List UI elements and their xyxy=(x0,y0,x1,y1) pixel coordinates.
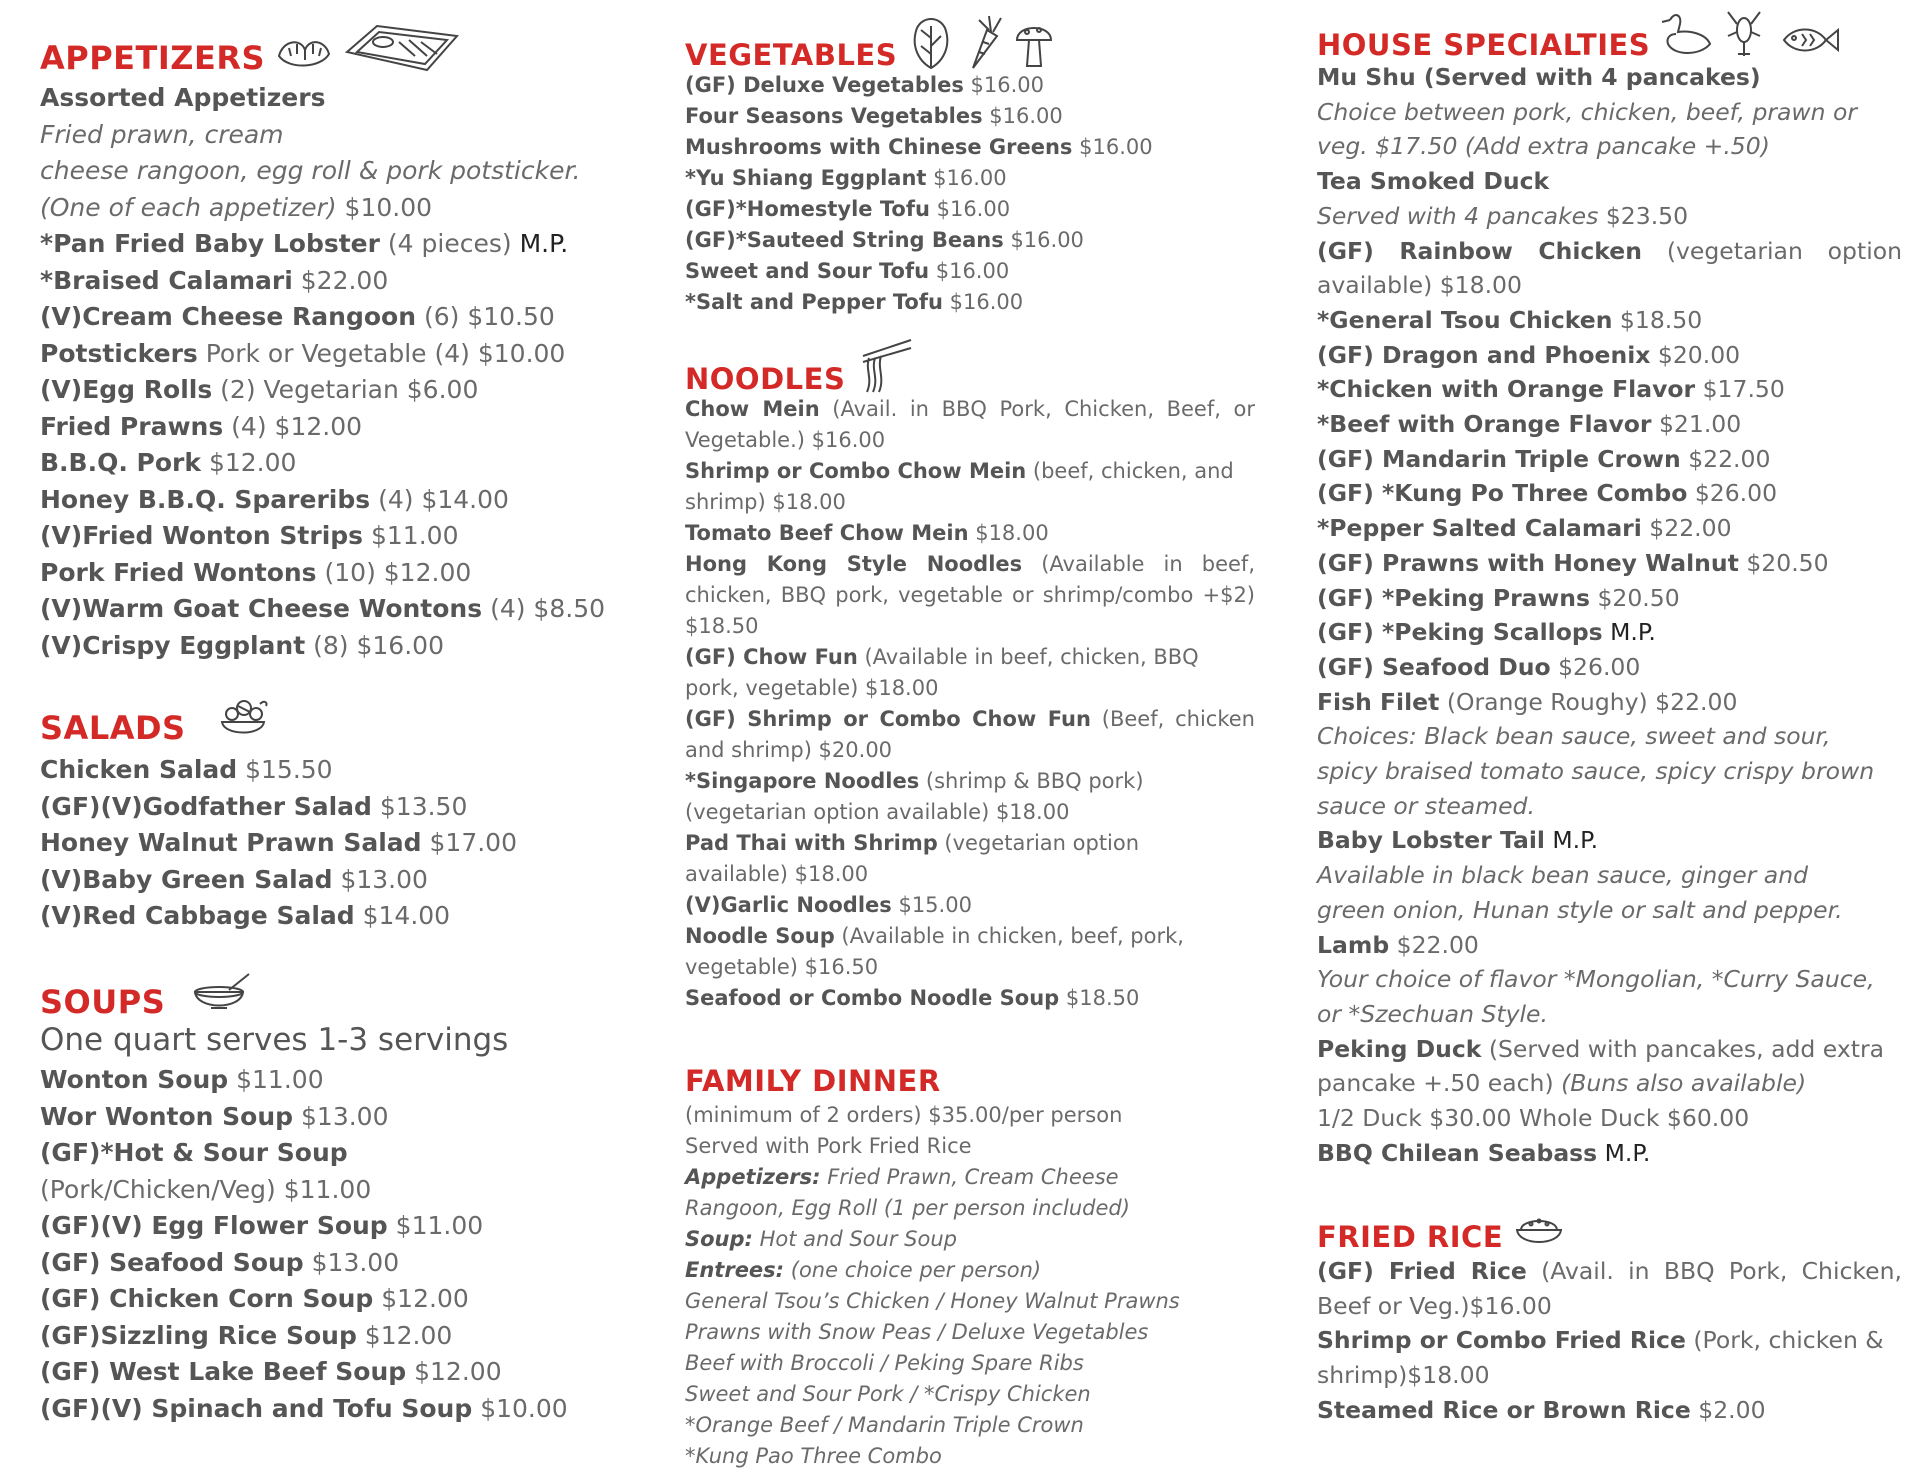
menu-item: (GF) West Lake Beef Soup $12.00 xyxy=(40,1357,502,1386)
section-family-dinner xyxy=(685,1056,1255,1472)
menu-item: (GF)(V) Spinach and Tofu Soup $10.00 xyxy=(40,1393,568,1423)
menu-item: Chow Mein (Avail. in BBQ Pork, Chicken, Beef, or Vegetable.) $16.00 xyxy=(685,397,1255,452)
menu-item: Peking Duck (Served with pancakes, add extra pancake +.50 each) (Buns also available) xyxy=(1317,1034,1885,1098)
section-vegetables xyxy=(685,18,1255,318)
menu-item-desc: Fried prawn, cream xyxy=(40,119,284,149)
menu-item-desc: Served with 4 pancakes $23.50 xyxy=(1317,201,1689,230)
section-subtitle: One quart serves 1-3 servings xyxy=(40,1022,509,1058)
menu-line: *Orange Beef / Mandarin Triple Crown xyxy=(685,1413,1084,1437)
menu-item: (V)Warm Goat Cheese Wontons (4) $8.50 xyxy=(40,594,606,623)
menu-item: Steamed Rice or Brown Rice $2.00 xyxy=(1317,1395,1766,1424)
menu-item: Pork Fried Wontons (10) $12.00 xyxy=(40,557,472,587)
menu-item-desc: (Pork/Chicken/Veg) $11.00 xyxy=(40,1174,372,1204)
menu-item: Mu Shu (Served with 4 pancakes) xyxy=(1317,63,1761,91)
menu-item: (GF) *Peking Prawns $20.50 xyxy=(1317,583,1680,612)
section-salads xyxy=(40,694,610,935)
menu-item: BBQ Chilean Seabass M.P. xyxy=(1317,1138,1651,1167)
lobster-icon xyxy=(1724,4,1764,60)
menu-item: Sweet and Sour Tofu $16.00 xyxy=(685,259,1010,283)
menu-line: General Tsou’s Chicken / Honey Walnut Prawns xyxy=(685,1289,1180,1313)
menu-item: (GF) *Kung Po Three Combo $26.00 xyxy=(1317,479,1778,508)
menu-item-desc: Choices: Black bean sauce, sweet and sour, spicy braised tomato sauce, spicy crispy brown sauce or steamed. xyxy=(1317,722,1875,820)
menu-item: Fish Filet (Orange Roughy) $22.00 xyxy=(1317,687,1738,716)
menu-item: (V)Cream Cheese Rangoon (6) $10.50 xyxy=(40,302,555,331)
menu-item: (GF)(V) Egg Flower Soup $11.00 xyxy=(40,1211,484,1240)
menu-item: Four Seasons Vegetables $16.00 xyxy=(685,104,1063,128)
menu-item: (GF) Prawns with Honey Walnut $20.50 xyxy=(1317,548,1829,577)
menu-item-desc: Choice between pork, chicken, beef, prawn or veg. $17.50 (Add extra pancake +.50) xyxy=(1317,97,1858,161)
section-soups xyxy=(40,968,610,1427)
menu-line: Prawns with Snow Peas / Deluxe Vegetables xyxy=(685,1320,1149,1344)
menu-item-desc: Available in black bean sauce, ginger and green onion, Hunan style or salt and pepper. xyxy=(1317,861,1843,924)
menu-line: Entrees: (one choice per person) xyxy=(685,1258,1042,1282)
menu-item-desc: (One of each appetizer) $10.00 xyxy=(40,192,433,222)
dumpling-icon xyxy=(275,34,333,74)
menu-item: Honey B.B.Q. Spareribs (4) $14.00 xyxy=(40,484,509,514)
menu-item: (V)Garlic Noodles $15.00 xyxy=(685,893,972,917)
section-fried-rice xyxy=(1317,1208,1902,1428)
menu-item: (GF) Shrimp or Combo Chow Fun (Beef, chicken and shrimp) $20.00 xyxy=(685,707,1255,762)
menu-item: *Pan Fried Baby Lobster (4 pieces) M.P. xyxy=(40,229,569,258)
menu-item: Lamb $22.00 xyxy=(1317,930,1479,959)
menu-item: Baby Lobster Tail M.P. xyxy=(1317,826,1599,855)
salad-bowl-icon xyxy=(216,694,270,744)
section-title: FAMILY DINNER xyxy=(685,1064,941,1098)
menu-item: (V)Fried Wonton Strips $11.00 xyxy=(40,521,459,550)
menu-item: *Beef with Orange Flavor $21.00 xyxy=(1317,410,1742,439)
fish-icon xyxy=(1780,20,1840,60)
menu-item: Noodle Soup (Available in chicken, beef, pork, vegetable) $16.50 xyxy=(685,924,1184,979)
menu-item: (GF)Sizzling Rice Soup $12.00 xyxy=(40,1320,453,1350)
menu-item: Pad Thai with Shrimp (vegetarian option available) $18.00 xyxy=(685,831,1140,886)
duck-icon xyxy=(1660,10,1714,60)
menu-item: Wor Wonton Soup $13.00 xyxy=(40,1101,389,1131)
menu-item: Chicken Salad $15.50 xyxy=(40,755,333,784)
menu-item: B.B.Q. Pork $12.00 xyxy=(40,448,297,477)
menu-line: Rangoon, Egg Roll (1 per person included) xyxy=(685,1196,1130,1220)
chopsticks-noodles-icon xyxy=(855,336,915,394)
menu-item: (GF) Seafood Duo $26.00 xyxy=(1317,652,1641,681)
menu-item: (V)Crispy Eggplant (8) $16.00 xyxy=(40,630,444,660)
menu-line: (minimum of 2 orders) $35.00/per person xyxy=(685,1103,1123,1127)
section-house-specialties xyxy=(1317,10,1902,1171)
menu-item: Potstickers Pork or Vegetable (4) $10.00 xyxy=(40,338,566,368)
menu-item: (GF)*Sauteed String Beans $16.00 xyxy=(685,228,1084,252)
menu-item-desc: cheese rangoon, egg roll & pork potsticker. xyxy=(40,156,581,185)
menu-item: *Yu Shiang Eggplant $16.00 xyxy=(685,166,1007,190)
menu-item: Hong Kong Style Noodles (Available in beef, chicken, BBQ pork, vegetable or shrimp/combo +$2) $18.50 xyxy=(685,552,1255,638)
menu-item: Shrimp or Combo Fried Rice (Pork, chicken & shrimp)$18.00 xyxy=(1317,1326,1884,1390)
menu-item: Shrimp or Combo Chow Mein (beef, chicken, and shrimp) $18.00 xyxy=(685,459,1234,514)
menu-item-desc: 1/2 Duck $30.00 Whole Duck $60.00 xyxy=(1317,1104,1750,1133)
section-title: HOUSE SPECIALTIES xyxy=(1317,28,1651,62)
menu-item: (GF) *Peking Scallops M.P. xyxy=(1317,618,1656,647)
menu-item: Tomato Beef Chow Mein $18.00 xyxy=(685,521,1049,545)
menu-item: *Pepper Salted Calamari $22.00 xyxy=(1317,514,1732,543)
menu-item: (GF) Chicken Corn Soup $12.00 xyxy=(40,1284,469,1313)
soup-bowl-icon xyxy=(189,968,253,1018)
menu-line: Appetizers: Fried Prawn, Cream Cheese xyxy=(685,1165,1119,1189)
menu-item: (GF) Rainbow Chicken (vegetarian option available) $18.00 xyxy=(1317,236,1902,300)
section-title: SOUPS xyxy=(40,983,166,1021)
menu-item: Honey Walnut Prawn Salad $17.00 xyxy=(40,828,517,857)
menu-item: (GF) Deluxe Vegetables $16.00 xyxy=(685,73,1044,97)
section-title: NOODLES xyxy=(685,362,846,396)
section-appetizers xyxy=(40,26,610,664)
menu-item: Assorted Appetizers xyxy=(40,83,326,112)
menu-item: (GF)(V)Godfather Salad $13.50 xyxy=(40,791,468,821)
menu-item: Wonton Soup $11.00 xyxy=(40,1065,324,1094)
section-title: VEGETABLES xyxy=(685,38,898,72)
menu-line: Served with Pork Fried Rice xyxy=(685,1134,972,1158)
menu-item: Mushrooms with Chinese Greens $16.00 xyxy=(685,135,1153,159)
menu-line: Soup: Hot and Sour Soup xyxy=(685,1227,957,1251)
menu-line: Beef with Broccoli / Peking Spare Ribs xyxy=(685,1351,1084,1375)
bok-choy-icon xyxy=(907,14,955,70)
menu-item: (GF) Mandarin Triple Crown $22.00 xyxy=(1317,444,1771,473)
platter-icon xyxy=(343,22,461,74)
menu-item: Tea Smoked Duck xyxy=(1317,167,1550,196)
menu-item: *Singapore Noodles (shrimp & BBQ pork) (vegetarian option available) $18.00 xyxy=(685,769,1144,824)
menu-item: Seafood or Combo Noodle Soup $18.50 xyxy=(685,986,1140,1010)
menu-item: (V)Red Cabbage Salad $14.00 xyxy=(40,901,451,930)
menu-item: (GF) Seafood Soup $13.00 xyxy=(40,1247,400,1277)
menu-line: Sweet and Sour Pork / *Crispy Chicken xyxy=(685,1382,1091,1406)
menu-item-desc: Your choice of flavor *Mongolian, *Curry Sauce, or *Szechuan Style. xyxy=(1317,965,1875,1028)
section-title: APPETIZERS xyxy=(40,39,266,77)
menu-item: *General Tsou Chicken $18.50 xyxy=(1317,305,1703,334)
menu-item: *Salt and Pepper Tofu $16.00 xyxy=(685,290,1024,314)
menu-item: (GF) Fried Rice (Avail. in BBQ Pork, Chicken, Beef or Veg.)$16.00 xyxy=(1317,1257,1902,1320)
menu-item: *Chicken with Orange Flavor $17.50 xyxy=(1317,375,1785,404)
section-title: FRIED RICE xyxy=(1317,1220,1504,1254)
menu-line: *Kung Pao Three Combo xyxy=(685,1444,942,1468)
carrot-icon xyxy=(965,12,1003,70)
menu-item: (V)Egg Rolls (2) Vegetarian $6.00 xyxy=(40,375,479,404)
section-title: SALADS xyxy=(40,709,186,747)
mushroom-icon xyxy=(1013,18,1055,70)
menu-item: (GF) Chow Fun (Available in beef, chicken, BBQ pork, vegetable) $18.00 xyxy=(685,645,1199,700)
section-noodles xyxy=(685,336,1255,1014)
menu-item: Fried Prawns (4) $12.00 xyxy=(40,411,363,441)
menu-item: *Braised Calamari $22.00 xyxy=(40,265,389,295)
menu-item: (GF)*Hot & Sour Soup xyxy=(40,1138,348,1167)
menu-item: (GF) Dragon and Phoenix $20.00 xyxy=(1317,340,1741,369)
menu-item: (GF)*Homestyle Tofu $16.00 xyxy=(685,197,1011,221)
rice-bowl-icon xyxy=(1513,1210,1565,1252)
menu-item: (V)Baby Green Salad $13.00 xyxy=(40,864,428,894)
